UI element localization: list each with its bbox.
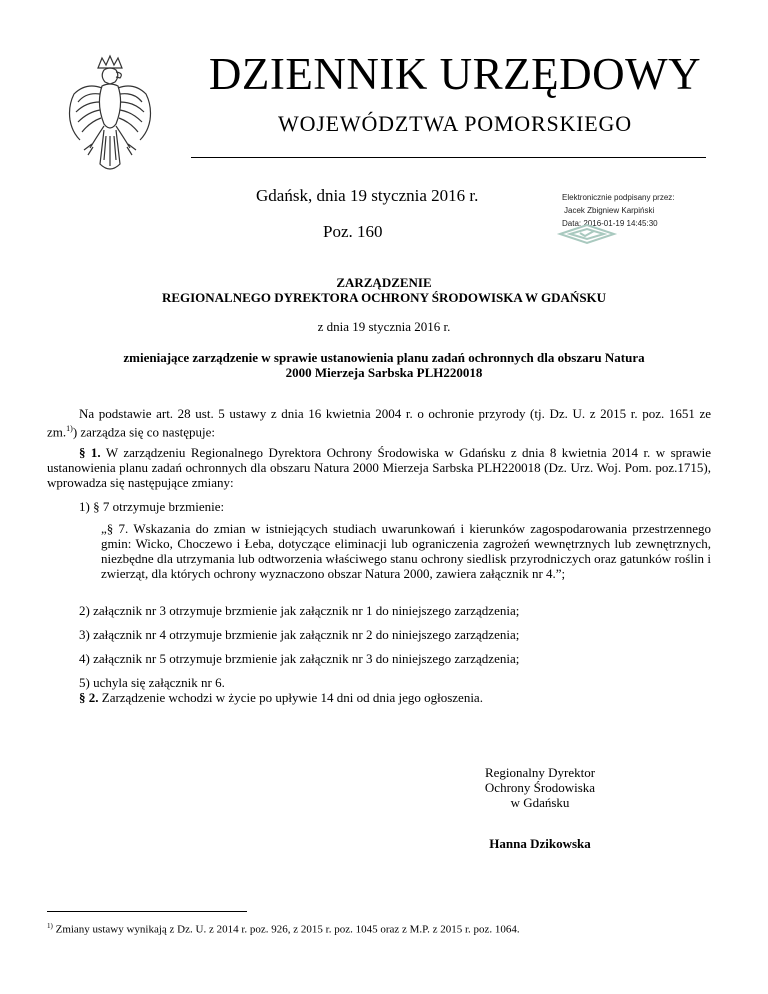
- signer-title-line-1: Regionalny Dyrektor: [484, 765, 596, 780]
- legal-basis-paragraph: [47, 406, 711, 439]
- place-and-date: Gdańsk, dnia 19 stycznia 2016 r.: [256, 186, 479, 205]
- document-type-line-2: REGIONALNEGO DYREKTORA OCHRONY ŚRODOWISKA W GDAŃSKU: [161, 290, 607, 305]
- signer-name: Hanna Dzikowska: [489, 836, 591, 851]
- header-divider: [191, 157, 706, 158]
- section-2-text: Zarządzenie wchodzi w życie po upływie 14 dni od dnia jego ogłoszenia.: [98, 690, 483, 705]
- document-subject-line-2: 2000 Mierzeja Sarbska PLH220018: [285, 365, 483, 380]
- journal-title: DZIENNIK URZĘDOWY: [208, 49, 702, 99]
- document-type: [60, 275, 708, 305]
- signer-title: [440, 765, 640, 810]
- footnote-divider: [47, 911, 247, 912]
- list-item-2: 2) załącznik nr 3 otrzymuje brzmienie jak załącznik nr 1 do niniejszego zarządzenia;: [79, 603, 520, 618]
- position-number: Poz. 160: [323, 222, 383, 241]
- document-type-line-1: ZARZĄDZENIE: [336, 275, 432, 290]
- list-item-4: 4) załącznik nr 5 otrzymuje brzmienie jak załącznik nr 3 do niniejszego zarządzenia;: [79, 651, 520, 666]
- journal-subtitle: WOJEWÓDZTWA POMORSKIEGO: [278, 111, 632, 136]
- section-2: [79, 690, 483, 706]
- footnote-marker: 1): [47, 922, 53, 930]
- list-item-1: 1) § 7 otrzymuje brzmienie:: [79, 499, 225, 514]
- intro-text-end: ) zarządza się co następuje:: [72, 424, 216, 440]
- section-2-label: § 2.: [79, 690, 99, 705]
- list-item-3: 3) załącznik nr 4 otrzymuje brzmienie jak załącznik nr 2 do niniejszego zarządzenia;: [79, 627, 520, 642]
- footnote: [47, 922, 520, 936]
- signature-signer: Jacek Zbigniew Karpiński: [564, 206, 655, 215]
- section-1-label: § 1.: [79, 445, 101, 460]
- signature-check-icon: [556, 223, 618, 245]
- document-date: z dnia 19 stycznia 2016 r.: [317, 319, 451, 334]
- polish-eagle-emblem-icon: [60, 52, 160, 182]
- footnote-text: Zmiany ustawy wynikają z Dz. U. z 2014 r. poz. 926, z 2015 r. poz. 1045 oraz z M.P. z 2015 r. poz. 1064.: [52, 923, 520, 936]
- section-1-text: W zarządzeniu Regionalnego Dyrektora Ochrony Środowiska w Gdańsku z dnia 8 kwietnia 2014 r. w sprawie ustanowienia planu zadań ochronnych dla obszaru Natura 2000 Mierzeja Sarbska PLH220018 (Dz. Urz. Woj. Pom. poz.1715), wprowadza się następujące zmiany:: [47, 445, 711, 490]
- quoted-amendment: „§ 7. Wskazania do zmian w istniejących studiach uwarunkowań i kierunków zagospodarowania przestrzennego gmin: Wicko, Choczewo i Łeba, dotyczące eliminacji lub ograniczenia zagrożeń wewnętrznych lub zewnętrznych, niezbędne dla utrzymania lub odtworzenia właściwego stanu ochrony siedlisk przyrodniczych oraz gatunków roślin i zwierząt, dla których ochrony wyznaczono obszar Natura 2000, zawiera załącznik nr 4.”;: [101, 521, 711, 581]
- signature-line-1: Elektronicznie podpisany przez:: [562, 193, 675, 202]
- document-subject: [60, 350, 708, 380]
- footnote-reference: 1): [66, 424, 73, 433]
- document-subject-line-1: zmieniające zarządzenie w sprawie ustanowienia planu zadań ochronnych dla obszaru Natura: [123, 350, 645, 365]
- intro-text: Na podstawie art. 28 ust. 5 ustawy z dnia 16 kwietnia 2004 r. o ochronie przyrody (tj. Dz. U. z 2015 r. poz. 1651 ze zm.: [47, 406, 711, 440]
- signature-date: Data: 2016-01-19 14:45:30: [562, 219, 658, 228]
- list-item-5: 5) uchyla się załącznik nr 6.: [79, 675, 225, 690]
- signer-title-line-2: Ochrony Środowiska: [484, 780, 596, 795]
- signer-title-line-3: w Gdańsku: [510, 795, 570, 810]
- section-1: [47, 445, 711, 490]
